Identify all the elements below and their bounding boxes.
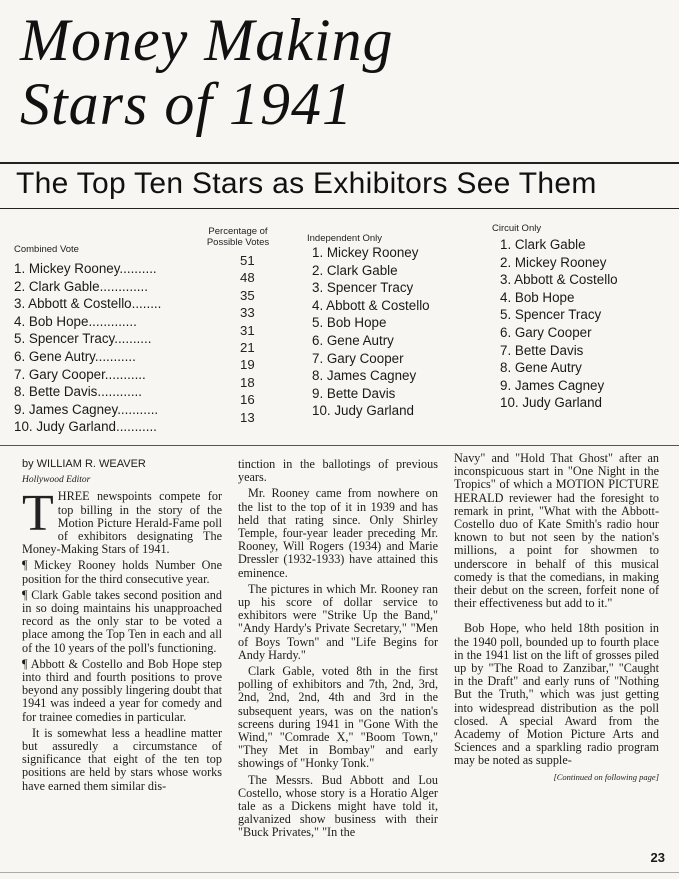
percentage-value: 31 (240, 322, 255, 338)
article-paragraph: ¶ Abbott & Costello and Bob Hope step into third and fourth positions to prove beyond any possibly lingering doubt that 1941 was indeed a year for comedy and for trainee comedies in particular. (22, 656, 222, 724)
list-item: 10. Judy Garland (500, 395, 602, 411)
percentage-list (240, 252, 255, 426)
article-paragraph: The Messrs. Bud Abbott and Lou Costello, whose story is a Horatio Alger tale as a Dickens might have told it, galvanized show business with their "Buck Privates," "In the (238, 772, 438, 840)
list-item: 6. Gene Autry........... (14, 348, 136, 364)
article-paragraph: ¶ Clark Gable takes second position and in so doing maintains his unapproached record as the only star to be voted a place among the Top Ten in each and all of the 10 years of the poll's functioning. (22, 587, 222, 655)
list-item: 3. Abbott & Costello........ (14, 296, 162, 312)
list-item: 10. Judy Garland (312, 403, 414, 419)
circuit-only-list (500, 236, 670, 412)
page-title (20, 8, 394, 136)
list-item: 1. Clark Gable (500, 237, 586, 252)
article-paragraph: Navy" and "Hold That Ghost" after an inconspicuous start in "One Night in the Tropics" of which a MOTION PICTURE HERALD reviewer had the foresight to remark in print, "What with the Abbott-Costello duo of Kate Smith's radio hour known to but not seen by the nation's millions, a point for showmen to underscore in behalf of this musical comedy is that the comedians, in making their debut on the screen, forfeit none of their effectiveness but add to it." (454, 451, 659, 611)
list-item: 9. Bette Davis (312, 385, 396, 401)
list-item: 2. Clark Gable............. (14, 278, 148, 294)
percentage-value: 35 (240, 287, 255, 303)
title-line-1: Money Making (20, 7, 394, 73)
list-item: 8. Gene Autry (500, 360, 582, 376)
article-paragraph: Clark Gable, voted 8th in the first polling of exhibitors and 7th, 2nd, 3rd, 2nd, 2nd, 2nd, 4th and 3rd in the subsequent years, was on the nation's screens during 1941 in "Gone With the Wind," "Comrade X," "Boom Town," "They Met in Bombay" and early showings of "Honky Tonk." (238, 664, 438, 771)
list-item: 9. James Cagney (500, 377, 605, 393)
percentage-value: 13 (240, 409, 255, 425)
article-paragraph: tinction in the ballotings of previous years. (238, 457, 438, 485)
drop-cap: T (22, 485, 54, 543)
title-line-2: Stars of 1941 (20, 71, 354, 137)
list-item: 5. Spencer Tracy (500, 307, 602, 323)
percentage-value: 19 (240, 357, 255, 373)
list-item: 8. Bette Davis............ (14, 384, 143, 400)
percentage-value: 33 (240, 305, 255, 321)
list-item: 4. Bob Hope............. (14, 313, 137, 329)
continued-note: [Continued on following page] (553, 771, 659, 782)
section-subtitle: The Top Ten Stars as Exhibitors See Them (16, 167, 597, 200)
list-item: 3. Spencer Tracy (312, 280, 414, 296)
list-item: 6. Gene Autry (312, 332, 394, 348)
list-item: 7. Bette Davis (500, 342, 584, 358)
list-item: 1. Mickey Rooney.......... (14, 261, 157, 276)
list-item: 1. Mickey Rooney (312, 245, 419, 260)
list-item: 5. Spencer Tracy.......... (14, 331, 152, 347)
article-paragraph: ¶ Mickey Rooney holds Number One position for the third consecutive year. (22, 558, 222, 586)
list-item: 10. Judy Garland........... (14, 419, 157, 435)
article-paragraph (22, 485, 222, 557)
list-item: 6. Gary Cooper (500, 324, 592, 340)
list-item: 7. Gary Cooper........... (14, 366, 146, 382)
subtitle-rule (0, 208, 679, 209)
article-paragraph: Bob Hope, who held 18th position in the 1940 poll, bounded up to fourth place in the 1941 list on the lift of grosses piled up by "The Road to Zanzibar," "Caught in the Draft" and early runs of "Nothing But the Truth," which was just getting into widespread distribution as the poll closed. A special Award from the Academy of Motion Picture Arts and Sciences and a sparkling radio program may be noted as supple- (454, 621, 659, 768)
article-column-2 (238, 458, 438, 843)
list-item: 2. Mickey Rooney (500, 254, 607, 270)
article-text: HREE newspoints compete for top billing in the story of the Motion Picture Herald-Fame poll of exhibitors designating The Money-Making Stars of 1941. (22, 489, 222, 557)
page-number: 23 (650, 850, 665, 865)
combined-vote-list (14, 260, 219, 436)
percentage-value: 21 (240, 339, 255, 355)
list-item: 3. Abbott & Costello (500, 272, 618, 288)
article-paragraph: The pictures in which Mr. Rooney ran up his score of dollar service to exhibitors were "Strike Up the Band," "Andy Hardy's Private Secretary," "Men of Boys Town" and "Life Begins for Andy Hardy." (238, 581, 438, 662)
combined-vote-heading: Combined Vote (14, 244, 79, 255)
percentage-value: 16 (240, 392, 255, 408)
percentage-heading-line-1: Percentage of (208, 226, 268, 237)
article-paragraph: Mr. Rooney came from nowhere on the list to the top of it in 1939 and has held that rating since. Only Shirley Temple, four-year leader preceding Mr. Rooney, Will Rogers (1934) and Marie Dressler (1932-1933) have attained this eminence. (238, 486, 438, 580)
list-item: 8. James Cagney (312, 368, 417, 384)
percentage-value: 48 (240, 270, 255, 286)
top-rule (0, 162, 679, 164)
article-column-3 (454, 452, 659, 787)
list-item: 9. James Cagney........... (14, 401, 159, 417)
byline: by WILLIAM R. WEAVER (22, 458, 146, 470)
percentage-heading-line-2: Possible Votes (206, 237, 270, 248)
percentage-value: 51 (240, 253, 255, 268)
percentage-heading (203, 226, 273, 248)
independent-only-list (312, 244, 492, 420)
article-paragraph: It is somewhat less a headline matter but assuredly a circumstance of significance that eight of the ten top positions are held by stars whose works have earned them similar dis- (22, 725, 222, 793)
list-item: 5. Bob Hope (312, 315, 387, 331)
article-column-1 (22, 458, 222, 796)
list-item: 4. Bob Hope (500, 289, 575, 305)
table-bottom-rule (0, 445, 679, 446)
bottom-rule (0, 872, 679, 873)
circuit-heading: Circuit Only (492, 223, 542, 234)
list-item: 7. Gary Cooper (312, 350, 404, 366)
percentage-value: 18 (240, 374, 255, 390)
byline-title: Hollywood Editor (22, 475, 91, 486)
list-item: 4. Abbott & Costello (312, 297, 430, 313)
list-item: 2. Clark Gable (312, 262, 398, 278)
independent-heading: Independent Only (307, 233, 383, 244)
